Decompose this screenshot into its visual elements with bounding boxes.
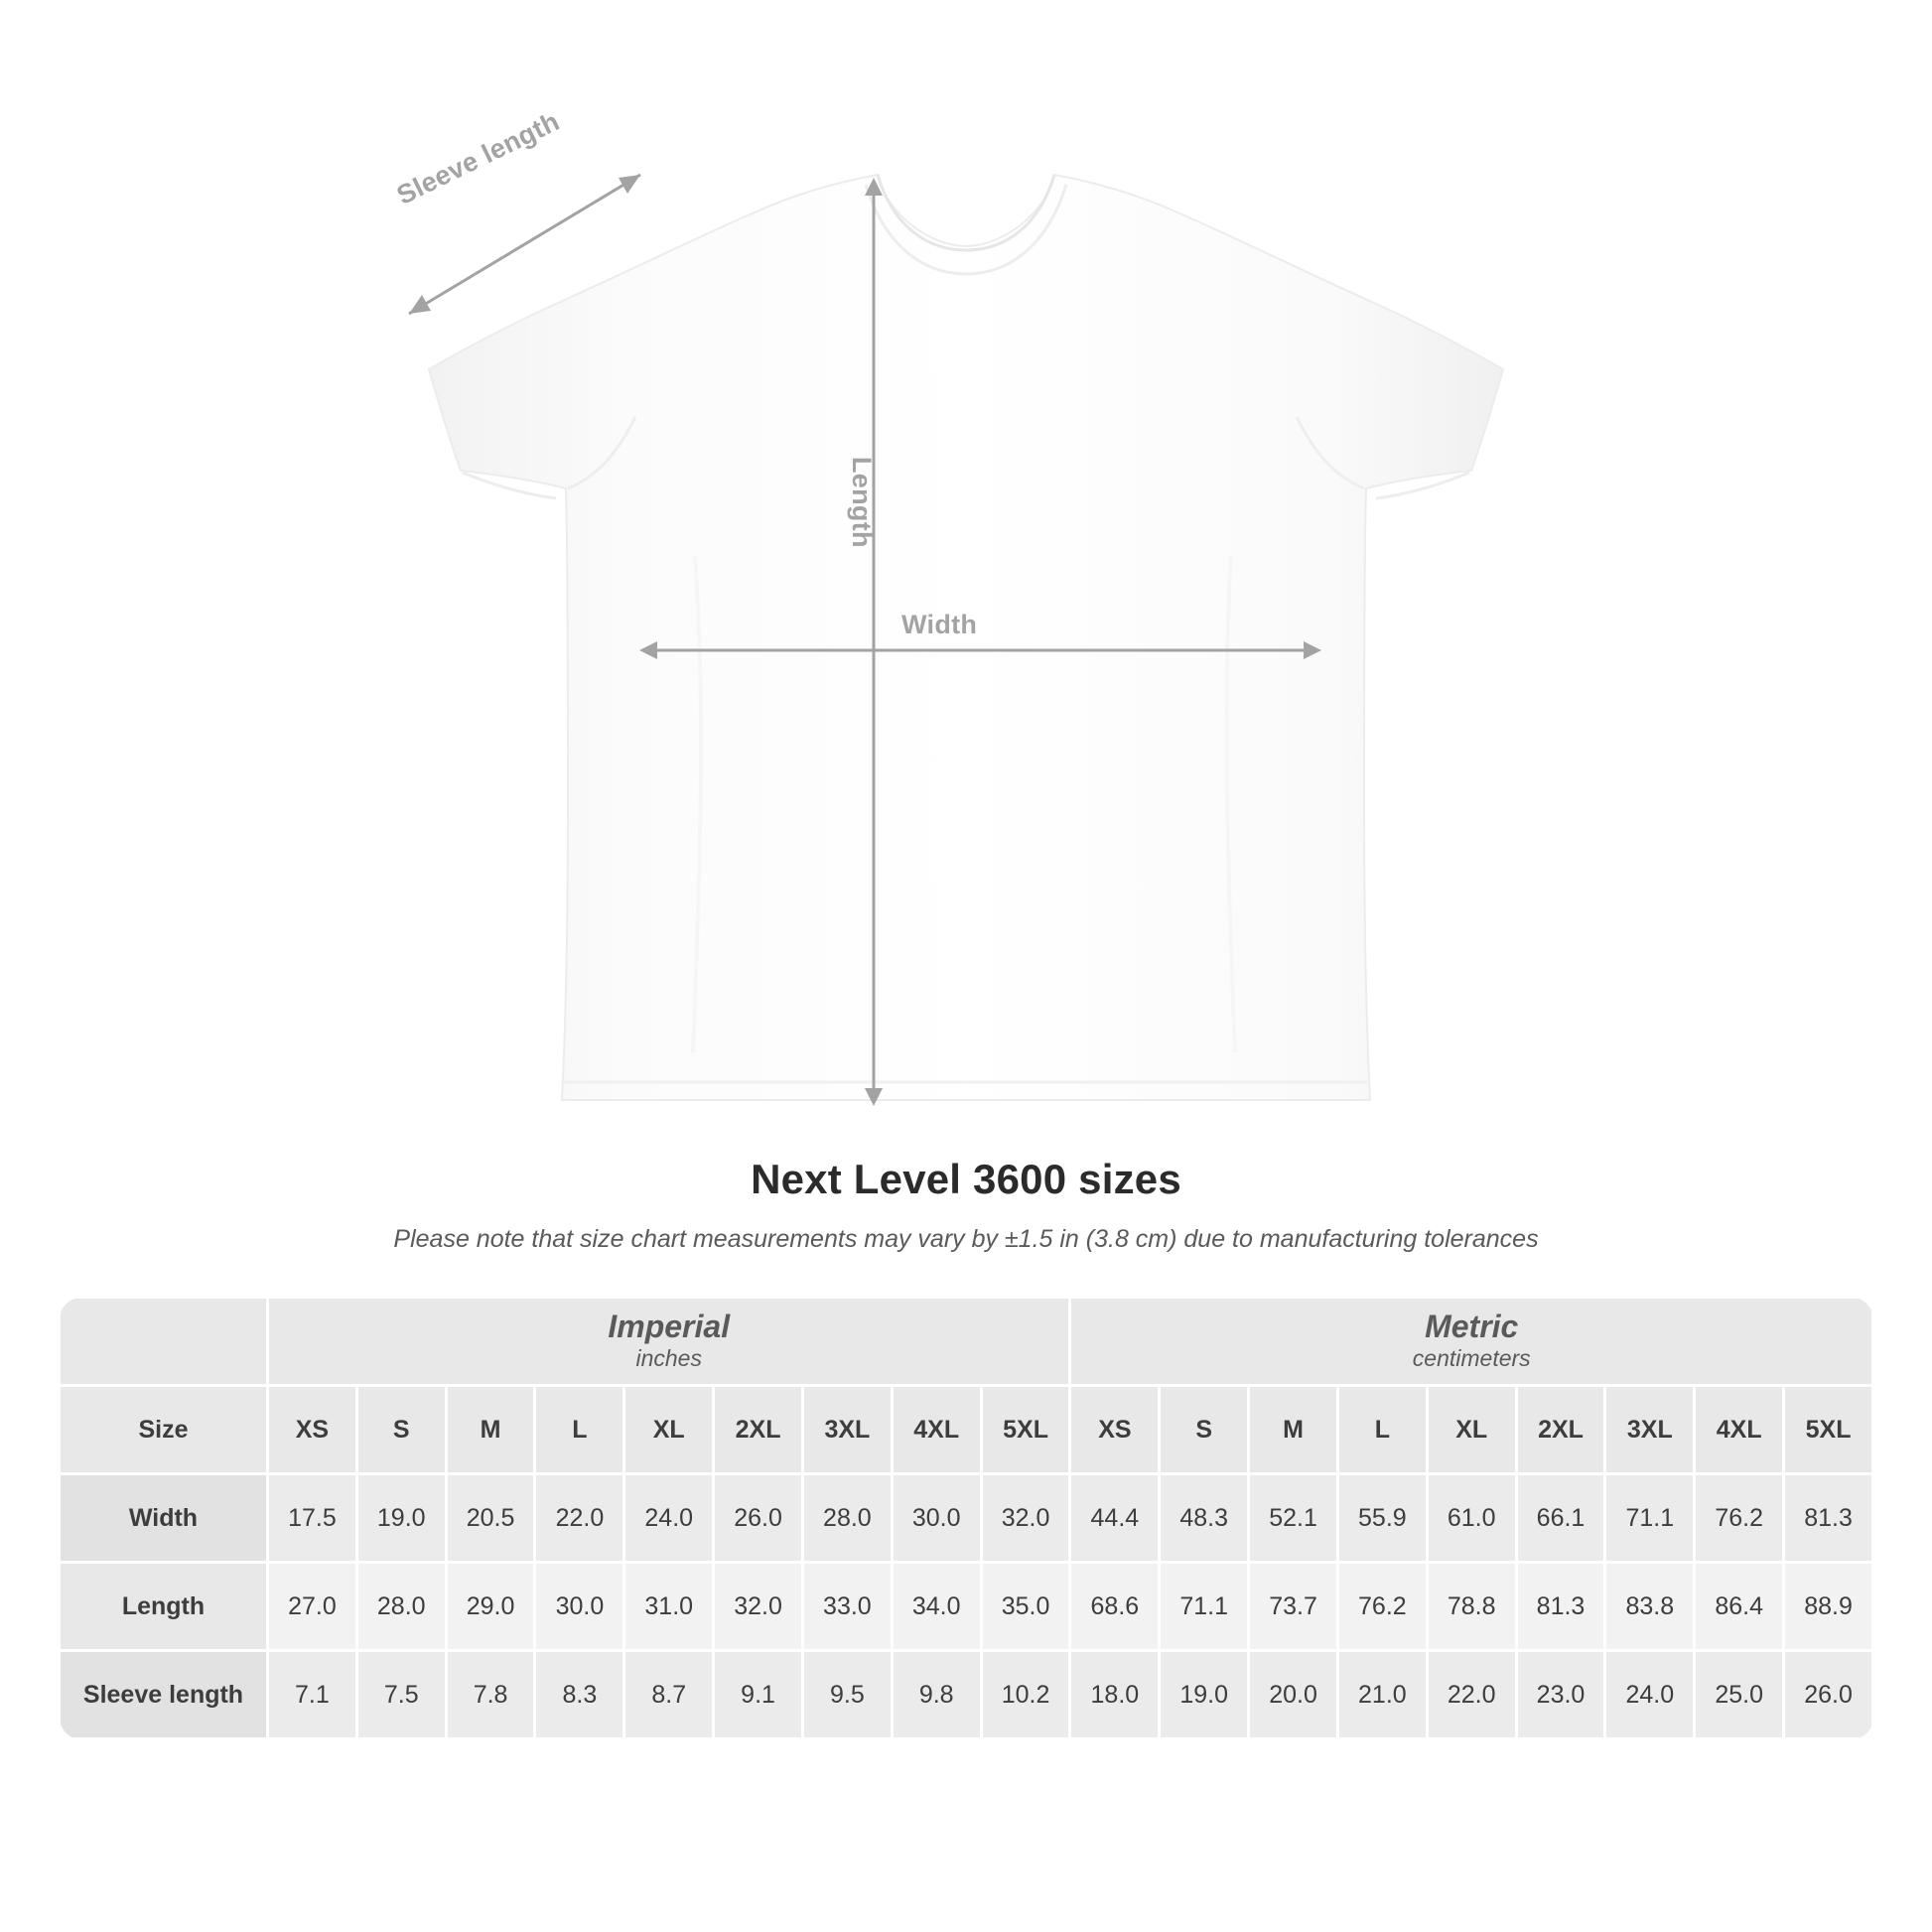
cell-sleeve-4xl-cm: 25.0 bbox=[1695, 1651, 1784, 1739]
size-chart-table-wrapper bbox=[58, 1296, 1874, 1740]
cell-length-s-cm: 71.1 bbox=[1160, 1563, 1249, 1651]
cell-sleeve-m-cm: 20.0 bbox=[1249, 1651, 1338, 1739]
sleeve-length-dimension-label: Sleeve length bbox=[392, 105, 565, 210]
cell-width-s-cm: 48.3 bbox=[1160, 1474, 1249, 1563]
unit-group-imperial-sub: inches bbox=[635, 1345, 702, 1372]
width-dimension-label: Width bbox=[901, 610, 978, 639]
size-header-l-metric: L bbox=[1337, 1386, 1427, 1474]
cell-length-xs-in: 27.0 bbox=[268, 1563, 357, 1651]
size-header-m-imperial: M bbox=[446, 1386, 535, 1474]
cell-width-s-in: 19.0 bbox=[356, 1474, 446, 1563]
cell-width-3xl-cm: 71.1 bbox=[1605, 1474, 1695, 1563]
cell-length-xs-cm: 68.6 bbox=[1070, 1563, 1160, 1651]
cell-length-m-cm: 73.7 bbox=[1249, 1563, 1338, 1651]
cell-length-4xl-cm: 86.4 bbox=[1695, 1563, 1784, 1651]
cell-sleeve-s-in: 7.5 bbox=[356, 1651, 446, 1739]
cell-sleeve-5xl-in: 10.2 bbox=[981, 1651, 1070, 1739]
size-header-xs-imperial: XS bbox=[268, 1386, 357, 1474]
cell-width-xs-cm: 44.4 bbox=[1070, 1474, 1160, 1563]
cell-sleeve-m-in: 7.8 bbox=[446, 1651, 535, 1739]
row-header-sleeve-length: Sleeve length bbox=[60, 1651, 268, 1739]
table-row bbox=[60, 1651, 1873, 1739]
length-dimension-label: Length bbox=[847, 457, 877, 548]
title-block bbox=[0, 1156, 1932, 1254]
size-header-3xl-imperial: 3XL bbox=[802, 1386, 892, 1474]
cell-width-xl-in: 24.0 bbox=[624, 1474, 714, 1563]
cell-sleeve-xs-cm: 18.0 bbox=[1070, 1651, 1160, 1739]
size-header-xl-metric: XL bbox=[1427, 1386, 1516, 1474]
cell-sleeve-xl-cm: 22.0 bbox=[1427, 1651, 1516, 1739]
cell-width-l-in: 22.0 bbox=[535, 1474, 624, 1563]
unit-header-row bbox=[60, 1298, 1873, 1386]
corner-cell bbox=[60, 1298, 268, 1386]
cell-length-3xl-cm: 83.8 bbox=[1605, 1563, 1695, 1651]
cell-width-3xl-in: 28.0 bbox=[802, 1474, 892, 1563]
size-header-4xl-metric: 4XL bbox=[1695, 1386, 1784, 1474]
cell-length-3xl-in: 33.0 bbox=[802, 1563, 892, 1651]
cell-width-5xl-in: 32.0 bbox=[981, 1474, 1070, 1563]
cell-length-m-in: 29.0 bbox=[446, 1563, 535, 1651]
unit-group-metric bbox=[1070, 1298, 1873, 1386]
cell-length-5xl-cm: 88.9 bbox=[1784, 1563, 1873, 1651]
page-title: Next Level 3600 sizes bbox=[751, 1156, 1181, 1202]
cell-length-2xl-cm: 81.3 bbox=[1516, 1563, 1605, 1651]
cell-width-4xl-in: 30.0 bbox=[892, 1474, 981, 1563]
size-header-3xl-metric: 3XL bbox=[1605, 1386, 1695, 1474]
size-chart-table bbox=[58, 1296, 1874, 1740]
cell-length-5xl-in: 35.0 bbox=[981, 1563, 1070, 1651]
cell-width-4xl-cm: 76.2 bbox=[1695, 1474, 1784, 1563]
cell-sleeve-3xl-cm: 24.0 bbox=[1605, 1651, 1695, 1739]
cell-sleeve-l-in: 8.3 bbox=[535, 1651, 624, 1739]
cell-length-s-in: 28.0 bbox=[356, 1563, 446, 1651]
unit-group-imperial-name: Imperial bbox=[608, 1308, 731, 1344]
cell-sleeve-4xl-in: 9.8 bbox=[892, 1651, 981, 1739]
row-header-length: Length bbox=[60, 1563, 268, 1651]
size-header-5xl-imperial: 5XL bbox=[981, 1386, 1070, 1474]
unit-group-metric-name: Metric bbox=[1425, 1308, 1519, 1344]
cell-width-5xl-cm: 81.3 bbox=[1784, 1474, 1873, 1563]
unit-group-imperial bbox=[268, 1298, 1070, 1386]
cell-sleeve-2xl-cm: 23.0 bbox=[1516, 1651, 1605, 1739]
cell-sleeve-5xl-cm: 26.0 bbox=[1784, 1651, 1873, 1739]
unit-group-metric-sub: centimeters bbox=[1412, 1345, 1531, 1372]
size-header-s-imperial: S bbox=[356, 1386, 446, 1474]
size-header-4xl-imperial: 4XL bbox=[892, 1386, 981, 1474]
size-header-m-metric: M bbox=[1249, 1386, 1338, 1474]
size-header-xs-metric: XS bbox=[1070, 1386, 1160, 1474]
size-header-s-metric: S bbox=[1160, 1386, 1249, 1474]
cell-width-m-cm: 52.1 bbox=[1249, 1474, 1338, 1563]
cell-length-2xl-in: 32.0 bbox=[714, 1563, 803, 1651]
cell-sleeve-xl-in: 8.7 bbox=[624, 1651, 714, 1739]
table-row bbox=[60, 1563, 1873, 1651]
size-column-header: Size bbox=[60, 1386, 268, 1474]
cell-width-2xl-cm: 66.1 bbox=[1516, 1474, 1605, 1563]
size-header-l-imperial: L bbox=[535, 1386, 624, 1474]
cell-width-2xl-in: 26.0 bbox=[714, 1474, 803, 1563]
size-header-2xl-imperial: 2XL bbox=[714, 1386, 803, 1474]
size-header-2xl-metric: 2XL bbox=[1516, 1386, 1605, 1474]
cell-width-m-in: 20.5 bbox=[446, 1474, 535, 1563]
cell-length-4xl-in: 34.0 bbox=[892, 1563, 981, 1651]
cell-sleeve-3xl-in: 9.5 bbox=[802, 1651, 892, 1739]
size-header-xl-imperial: XL bbox=[624, 1386, 714, 1474]
size-header-row bbox=[60, 1386, 1873, 1474]
table-row bbox=[60, 1474, 1873, 1563]
cell-width-xl-cm: 61.0 bbox=[1427, 1474, 1516, 1563]
tolerance-note: Please note that size chart measurements may vary by ±1.5 in (3.8 cm) due to manufacturing tolerances bbox=[393, 1225, 1539, 1253]
cell-length-l-in: 30.0 bbox=[535, 1563, 624, 1651]
cell-sleeve-xs-in: 7.1 bbox=[268, 1651, 357, 1739]
cell-sleeve-s-cm: 19.0 bbox=[1160, 1651, 1249, 1739]
cell-length-xl-cm: 78.8 bbox=[1427, 1563, 1516, 1651]
cell-sleeve-2xl-in: 9.1 bbox=[714, 1651, 803, 1739]
cell-length-l-cm: 76.2 bbox=[1337, 1563, 1427, 1651]
row-header-width: Width bbox=[60, 1474, 268, 1563]
cell-sleeve-l-cm: 21.0 bbox=[1337, 1651, 1427, 1739]
cell-width-l-cm: 55.9 bbox=[1337, 1474, 1427, 1563]
cell-width-xs-in: 17.5 bbox=[268, 1474, 357, 1563]
size-header-5xl-metric: 5XL bbox=[1784, 1386, 1873, 1474]
cell-length-xl-in: 31.0 bbox=[624, 1563, 714, 1651]
